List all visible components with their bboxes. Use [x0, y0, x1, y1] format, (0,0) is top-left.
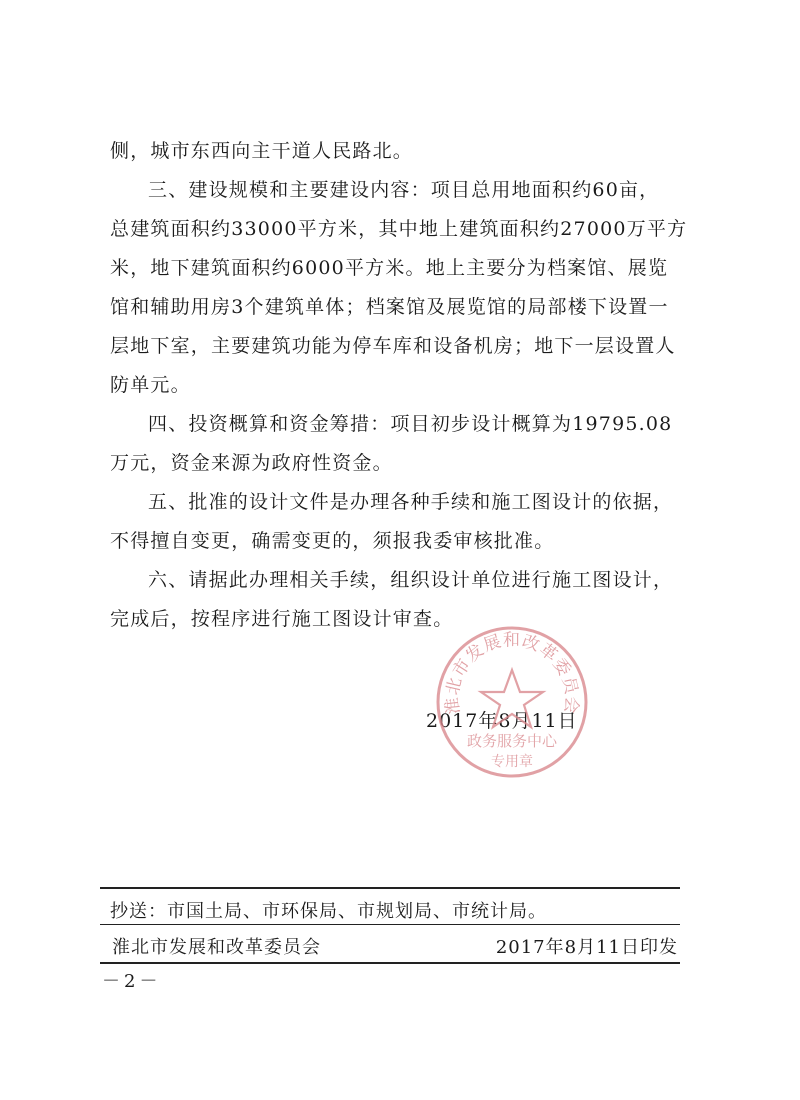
body-line: 防单元。 — [110, 374, 191, 396]
page-number: －2－ — [102, 971, 162, 992]
body-line: 三、建设规模和主要建设内容：项目总用地面积约60亩， — [148, 179, 660, 201]
body-line: 万元，资金来源为政府性资金。 — [110, 452, 393, 474]
body-line: 米，地下建筑面积约6000平方米。地上主要分为档案馆、展览 — [110, 257, 669, 279]
body-line: 侧，城市东西向主干道人民路北。 — [110, 140, 414, 162]
seal-inner-text-1: 政务服务中心 — [466, 732, 558, 750]
body-line: 层地下室，主要建筑功能为停车库和设备机房；地下一层设置人 — [110, 335, 676, 357]
document-body — [110, 132, 688, 639]
footer-bottom-rule — [100, 962, 680, 964]
print-date: 2017年8月11日印发 — [495, 937, 678, 958]
footer-middle-rule — [100, 924, 680, 925]
signature-date: 2017年8月11日 — [426, 710, 578, 732]
body-line: 总建筑面积约33000平方米，其中地上建筑面积约27000万平方 — [110, 218, 688, 240]
star-icon — [481, 670, 543, 727]
issuer-name: 淮北市发展和改革委员会 — [112, 937, 321, 958]
body-line: 完成后，按程序进行施工图设计审查。 — [110, 608, 454, 630]
body-line: 馆和辅助用房3个建筑单体；档案馆及展览馆的局部楼下设置一 — [110, 296, 669, 318]
body-line: 不得擅自变更，确需变更的，须报我委审核批准。 — [110, 530, 555, 552]
seal-outer-textpath: 淮北市发展和改革委员会 — [442, 630, 582, 716]
body-line: 五、批准的设计文件是办理各种手续和施工图设计的依据， — [148, 491, 674, 513]
body-line: 六、请据此办理相关手续，组织设计单位进行施工图设计， — [148, 569, 674, 591]
footer-top-rule — [100, 887, 680, 889]
seal-inner-text-2: 专用章 — [491, 754, 533, 770]
body-line: 四、投资概算和资金筹措：项目初步设计概算为19795.08 — [148, 413, 673, 435]
cc-line: 抄送：市国土局、市环保局、市规划局、市统计局。 — [110, 901, 547, 922]
official-seal — [432, 622, 592, 782]
